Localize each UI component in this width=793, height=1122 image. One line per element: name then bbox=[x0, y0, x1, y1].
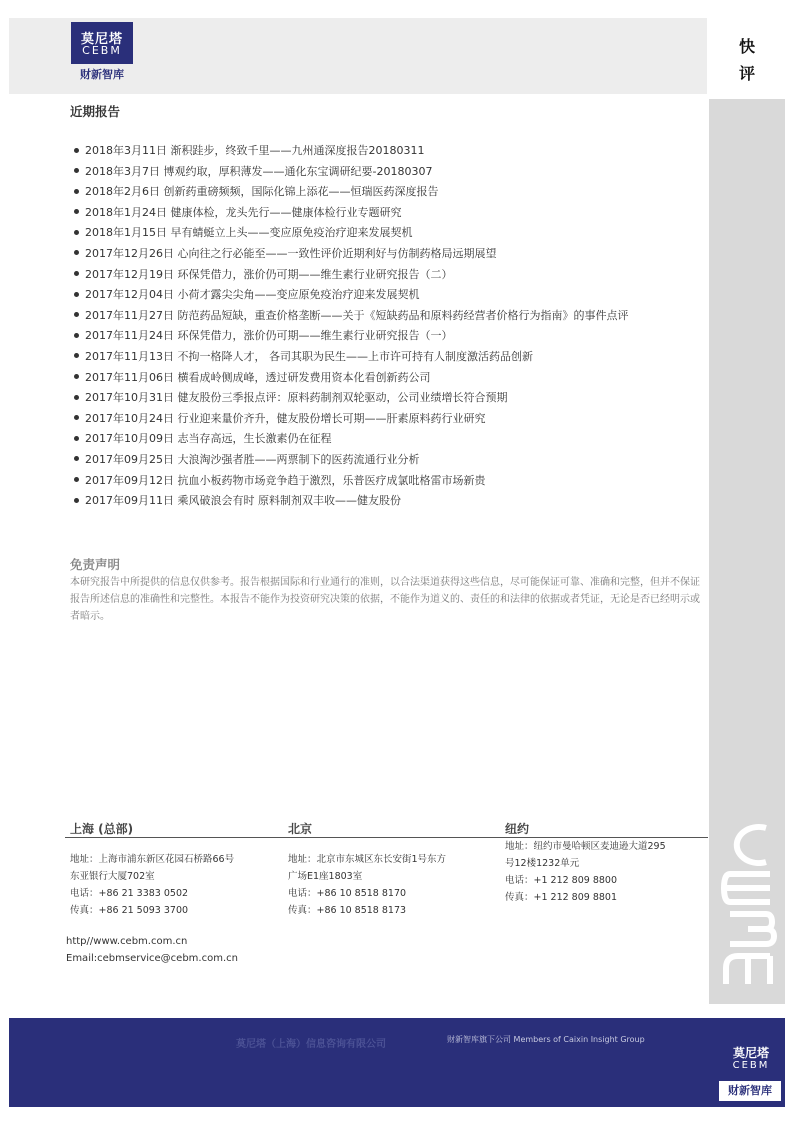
bullet-icon bbox=[74, 148, 79, 153]
report-text: 2018年1月24日 健康体检，龙头先行——健康体检行业专题研究 bbox=[85, 205, 402, 219]
bullet-icon bbox=[74, 374, 79, 379]
bullet-icon bbox=[74, 230, 79, 235]
office-address-line: 东亚银行大厦702室 bbox=[70, 871, 155, 882]
report-text: 2017年10月09日 志当存高远，生长激素仍在征程 bbox=[85, 432, 332, 446]
bullet-icon bbox=[74, 415, 79, 420]
bullet-icon bbox=[74, 209, 79, 214]
disclaimer-title: 免责声明 bbox=[70, 557, 121, 572]
footer-logo-en: CEBM bbox=[732, 1060, 770, 1071]
disclaimer-body: 本研究报告中所提供的信息仅供参考。报告根据国际和行业通行的准则，以合法渠道获得这些信息，尽可能保证可靠、准确和完整，但并不保证报告所述信息的准确性和完整性。本报告不能作为投资研究决策的依据，不能作为道义的、责任的和法律的依据或者凭证，无论是否已经明示或者暗示。 bbox=[70, 577, 700, 622]
report-text: 2017年11月24日 环保凭借力，涨价仍可期——维生素行业研究报告（一） bbox=[85, 329, 453, 343]
office-fax: 传真：+86 21 5093 3700 bbox=[70, 905, 189, 916]
office-fax: 传真：+1 212 809 8801 bbox=[505, 892, 618, 903]
report-text: 2017年09月25日 大浪淘沙强者胜——两票制下的医药流通行业分析 bbox=[85, 452, 420, 466]
report-item[interactable] bbox=[74, 285, 628, 306]
office-address-line: 地址：上海市浦东新区花园石桥路66号 bbox=[70, 854, 235, 865]
report-text: 2017年09月12日 抗血小板药物市场竞争趋于激烈，乐普医疗成氯吡格雷市场新贵 bbox=[85, 473, 486, 487]
office-beijing-details bbox=[288, 851, 446, 919]
office-phone: 电话：+86 21 3383 0502 bbox=[70, 888, 189, 899]
report-item[interactable] bbox=[74, 491, 628, 512]
report-item[interactable] bbox=[74, 450, 628, 471]
logo-en-text: CEBM bbox=[82, 44, 122, 57]
office-address-line: 地址：北京市东城区东长安街1号东方 bbox=[288, 854, 447, 865]
report-text: 2018年2月6日 创新药重磅频频，国际化锦上添花——恒瑞医药深度报告 bbox=[85, 185, 439, 199]
bullet-icon bbox=[74, 168, 79, 173]
report-item[interactable] bbox=[74, 265, 628, 286]
report-item[interactable] bbox=[74, 388, 628, 409]
bullet-icon bbox=[74, 333, 79, 338]
bullet-icon bbox=[74, 353, 79, 358]
logo-block bbox=[71, 22, 133, 64]
footer-logo-sub: 财新智库 bbox=[719, 1081, 781, 1101]
report-text: 2017年12月26日 心向往之行必能至——一致性评价近期利好与仿制药格局远期展望 bbox=[85, 246, 497, 260]
report-item[interactable] bbox=[74, 429, 628, 450]
bullet-icon bbox=[74, 498, 79, 503]
report-item[interactable] bbox=[74, 223, 628, 244]
report-item[interactable] bbox=[74, 141, 628, 162]
office-shanghai-title: 上海 (总部) bbox=[70, 822, 134, 836]
report-text: 2017年11月27日 防范药品短缺，重查价格垄断——关于《短缺药品和原料药经营者价格行为指南》的事件点评 bbox=[85, 308, 629, 322]
report-item[interactable] bbox=[74, 347, 628, 368]
report-item[interactable] bbox=[74, 244, 628, 265]
watermark-e bbox=[724, 874, 770, 902]
cebm-logo bbox=[71, 22, 133, 84]
website-link[interactable]: http//www.cebm.com.cn bbox=[66, 936, 188, 947]
office-fax: 传真：+86 10 8518 8173 bbox=[288, 905, 407, 916]
report-item[interactable] bbox=[74, 306, 628, 327]
office-beijing-title: 北京 bbox=[288, 822, 313, 836]
office-address-line: 号12楼1232单元 bbox=[505, 858, 580, 869]
report-text: 2017年12月19日 环保凭借力，涨价仍可期——维生素行业研究报告（二） bbox=[85, 267, 453, 281]
bullet-icon bbox=[74, 477, 79, 482]
bullet-icon bbox=[74, 250, 79, 255]
bullet-icon bbox=[74, 312, 79, 317]
doc-type-label bbox=[737, 33, 757, 87]
doc-type-char-1: 快 bbox=[738, 37, 755, 56]
bullet-icon bbox=[74, 189, 79, 194]
report-item[interactable] bbox=[74, 162, 628, 183]
watermark-b bbox=[730, 914, 774, 944]
report-text: 2017年10月24日 行业迎来量价齐升，健友股份增长可期——肝素原料药行业研究 bbox=[85, 411, 486, 425]
logo-cn-text: 莫尼塔 bbox=[80, 32, 123, 47]
cebm-watermark-logo bbox=[718, 822, 778, 992]
recent-reports-list bbox=[74, 141, 628, 512]
report-text: 2018年1月15日 早有蜻蜓立上头——变应原免疫治疗迎来发展契机 bbox=[85, 226, 413, 240]
bullet-icon bbox=[74, 271, 79, 276]
bullet-icon bbox=[74, 456, 79, 461]
office-address-line: 地址：纽约市曼哈顿区麦迪逊大道295 bbox=[505, 841, 666, 852]
recent-reports-title: 近期报告 bbox=[70, 104, 121, 119]
report-text: 2018年3月11日 渐积跬步，终致千里——九州通深度报告20180311 bbox=[85, 144, 425, 157]
office-phone: 电话：+1 212 809 8800 bbox=[505, 875, 618, 886]
report-text: 2017年12月04日 小荷才露尖尖角——变应原免疫治疗迎来发展契机 bbox=[85, 288, 420, 302]
office-newyork-details bbox=[505, 838, 666, 906]
watermark-c bbox=[737, 827, 766, 863]
footer-bar bbox=[9, 1018, 785, 1107]
doc-type-char-2: 评 bbox=[738, 64, 755, 83]
email-link[interactable]: Email:cebmservice@cebm.com.cn bbox=[66, 952, 238, 964]
report-item[interactable] bbox=[74, 471, 628, 492]
report-text: 2017年11月06日 横看成岭侧成峰，透过研发费用资本化看创新药公司 bbox=[85, 370, 431, 384]
contact-block bbox=[66, 934, 238, 967]
office-address-line: 广场E1座1803室 bbox=[288, 871, 363, 882]
report-item[interactable] bbox=[74, 368, 628, 389]
bullet-icon bbox=[74, 436, 79, 441]
bullet-icon bbox=[74, 395, 79, 400]
report-item[interactable] bbox=[74, 326, 628, 347]
logo-sub-text: 财新智库 bbox=[80, 68, 124, 81]
report-text: 2017年09月11日 乘风破浪会有时 原料制剂双丰收——健友股份 bbox=[85, 494, 401, 508]
footer-company-name: 莫尼塔（上海）信息咨询有限公司 bbox=[236, 1039, 386, 1050]
bullet-icon bbox=[74, 292, 79, 297]
office-shanghai-details bbox=[70, 851, 234, 919]
report-item[interactable] bbox=[74, 409, 628, 430]
office-phone: 电话：+86 10 8518 8170 bbox=[288, 888, 407, 899]
report-text: 2018年3月7日 博观约取，厚积薄发——通化东宝调研纪要-20180307 bbox=[85, 164, 433, 178]
report-text: 2017年11月13日 不拘一格降人才， 各司其职为民生——上市许可持有人制度激活药品创新 bbox=[85, 349, 533, 363]
office-newyork-title: 纽约 bbox=[505, 822, 530, 836]
watermark-m bbox=[726, 956, 770, 984]
footer-logo-cn: 莫尼塔 bbox=[732, 1046, 769, 1060]
report-text: 2017年10月31日 健友股份三季报点评：原料药制剂双轮驱动，公司业绩增长符合预期 bbox=[85, 391, 508, 405]
footer-member-text: 财新智库旗下公司 Members of Caixin Insight Group bbox=[447, 1035, 645, 1044]
report-item[interactable] bbox=[74, 203, 628, 224]
report-item[interactable] bbox=[74, 182, 628, 203]
